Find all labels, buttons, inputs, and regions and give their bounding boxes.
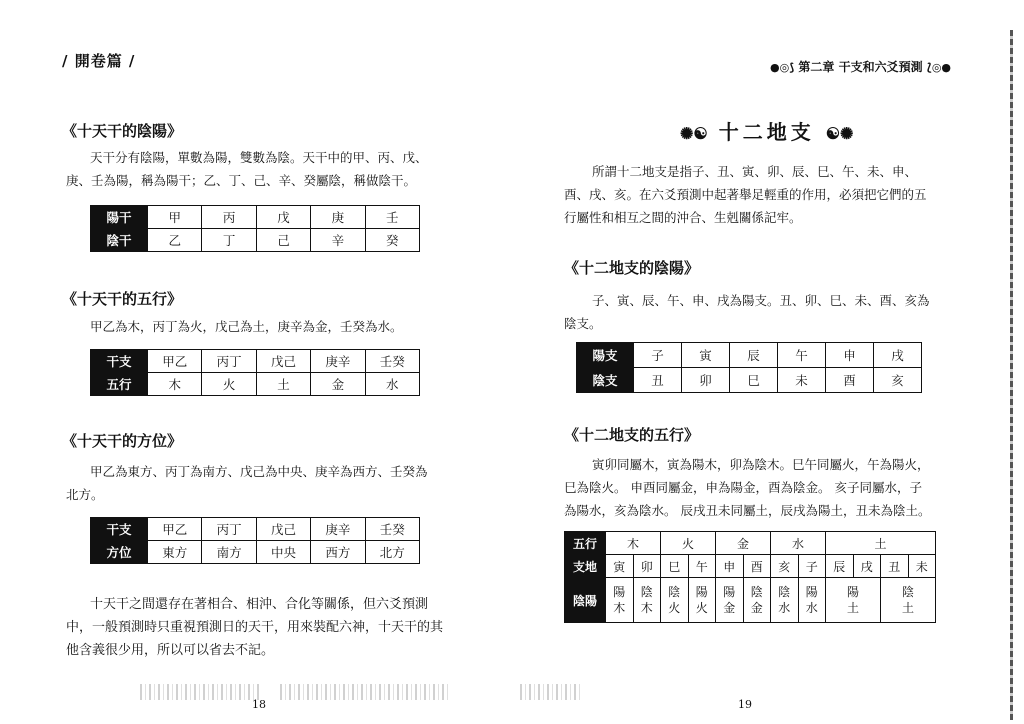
page-number: 19: [738, 698, 752, 711]
table-cell: 金: [311, 373, 365, 396]
paragraph: 寅卯同屬木，寅為陽木，卯為陰木。巳午同屬火，午為陽火，: [592, 457, 930, 472]
table-cell: 子: [798, 555, 826, 578]
ornament-left-icon: ●◎⟆: [770, 61, 795, 74]
cell-line: 陽: [695, 585, 708, 599]
cell-line: 陰: [750, 585, 763, 599]
page-title: [680, 116, 853, 145]
right-page: [500, 0, 1024, 724]
table-cell: 乙: [148, 229, 202, 252]
table-cell: [716, 578, 744, 623]
cell-line: 陰: [778, 585, 791, 599]
table-row: [577, 343, 922, 368]
left-page: [0, 0, 500, 724]
yin-yang-decoration-icon: ☯✺: [825, 124, 854, 143]
cell-line: 陰: [668, 585, 681, 599]
cell-line: 陽: [613, 585, 626, 599]
cell-line: 火: [695, 601, 708, 615]
paragraph: 北方。: [66, 487, 104, 502]
table-cell: 卯: [682, 368, 730, 393]
table-cell: 未: [778, 368, 826, 393]
section-heading-branch-wuxing: 《十二地支的五行》: [564, 426, 700, 444]
cell-line: 木: [640, 601, 653, 615]
table-cell: 北方: [365, 541, 419, 564]
table-cell: 甲乙: [148, 518, 202, 541]
ornament-right-icon: ⟅◎●: [926, 61, 952, 74]
table-stems-direction: [90, 517, 420, 564]
table-row: [91, 518, 420, 541]
scan-noise: [520, 684, 580, 700]
table-cell: [743, 578, 771, 623]
scan-edge: [1010, 30, 1013, 720]
table-cell: 火: [202, 373, 256, 396]
cell-line: 金: [750, 601, 763, 615]
paragraph: 他含義很少用，所以可以省去不記。: [66, 643, 275, 658]
cell-line: 水: [778, 601, 791, 615]
left-running-header: / 開卷篇 /: [62, 52, 136, 70]
table-cell: 戊己: [256, 350, 310, 373]
table-cell: 丙丁: [202, 518, 256, 541]
table-cell: 亥: [874, 368, 922, 393]
table-row: [577, 368, 922, 393]
row-header: 干支: [91, 350, 148, 373]
page-title-text: 十二地支: [718, 120, 815, 144]
table-cell: 西方: [311, 541, 365, 564]
paragraph: 天干分有陰陽，單數為陽，雙數為陰。天干中的甲、丙、戊、: [90, 150, 428, 165]
table-stems-wuxing: [90, 349, 420, 396]
cell-line: 金: [723, 601, 736, 615]
table-cell: 戊己: [256, 518, 310, 541]
table-cell: 土: [826, 532, 936, 555]
row-header: 陽支: [577, 343, 634, 368]
table-cell: 丙丁: [202, 350, 256, 373]
cell-line: 土: [901, 601, 914, 615]
table-cell: 巳: [730, 368, 778, 393]
paragraph: 行屬性和相互之間的沖合、生剋關係記牢。: [564, 210, 802, 225]
table-cell: 申: [716, 555, 744, 578]
table-cell: 丙: [202, 206, 256, 229]
table-cell: 寅: [682, 343, 730, 368]
table-row: [565, 532, 936, 555]
table-cell: 甲: [148, 206, 202, 229]
paragraph: 甲乙為東方、丙丁為南方、戊己為中央、庚辛為西方、壬癸為: [90, 464, 428, 479]
table-cell: 壬癸: [365, 518, 419, 541]
table-stems-yinyang: [90, 205, 420, 252]
table-cell: 未: [908, 555, 936, 578]
table-cell: 木: [606, 532, 661, 555]
row-header: 陰支: [577, 368, 634, 393]
table-cell: 土: [256, 373, 310, 396]
table-cell: 己: [256, 229, 310, 252]
paragraph: 酉、戌、亥。在六爻預測中起著舉足輕重的作用，必須把它們的五: [564, 187, 927, 202]
cell-line: 陽: [805, 585, 818, 599]
paragraph: 中，一般預測時只重視預測日的天干，用來裝配六神，十天干的其: [66, 620, 444, 635]
cell-line: 陽: [846, 585, 859, 599]
table-cell: 丁: [202, 229, 256, 252]
table-cell: 火: [661, 532, 716, 555]
cell-line: 水: [805, 601, 818, 615]
scan-noise: [140, 684, 260, 700]
table-row: [91, 373, 420, 396]
table-branches-yinyang: [576, 342, 922, 393]
paragraph: 甲乙為木，丙丁為火，戊己為土，庚辛為金，壬癸為水。: [90, 319, 403, 334]
table-row: [91, 229, 420, 252]
table-cell: [688, 578, 716, 623]
table-cell: 戌: [874, 343, 922, 368]
table-cell: 水: [365, 373, 419, 396]
table-cell: 寅: [606, 555, 634, 578]
table-cell: [661, 578, 689, 623]
right-running-header: [770, 58, 951, 75]
table-cell: 酉: [743, 555, 771, 578]
table-cell: 東方: [148, 541, 202, 564]
section-heading-yinyang: 《十天干的陰陽》: [62, 122, 183, 140]
table-row: [91, 206, 420, 229]
table-cell: 南方: [202, 541, 256, 564]
paragraph: 子、寅、辰、午、申、戌為陽支。丑、卯、巳、未、酉、亥為: [592, 293, 930, 308]
table-cell: 癸: [365, 229, 419, 252]
table-cell: 庚辛: [311, 350, 365, 373]
table-branches-wuxing: [564, 531, 936, 623]
table-cell: 中央: [256, 541, 310, 564]
table-cell: 辰: [730, 343, 778, 368]
table-row: [91, 350, 420, 373]
chapter-title: 第二章 干支和六爻預測: [798, 60, 923, 74]
row-header: 支地: [565, 555, 606, 578]
cell-line: 土: [846, 601, 859, 615]
table-row: [565, 555, 936, 578]
section-heading-branch-yinyang: 《十二地支的陰陽》: [564, 259, 700, 277]
paragraph: 十天干之間還存在著相合、相沖、合化等關係，但六爻預測: [90, 597, 429, 612]
paragraph: 庚、壬為陽，稱為陽干；乙、丁、己、辛、癸屬陰，稱做陰干。: [66, 173, 417, 188]
scan-noise: [280, 684, 450, 700]
cell-line: 火: [668, 601, 681, 615]
table-cell: 巳: [661, 555, 689, 578]
table-cell: 辰: [826, 555, 854, 578]
table-cell: 庚辛: [311, 518, 365, 541]
section-heading-direction: 《十天干的方位》: [62, 432, 183, 450]
table-cell: 戌: [853, 555, 881, 578]
paragraph: 巳為陰火。 申酉同屬金，申為陽金，酉為陰金。 亥子同屬水，子: [564, 480, 922, 495]
paragraph: 所謂十二地支是指子、丑、寅、卯、辰、巳、午、未、申、: [592, 164, 918, 179]
cell-line: 陰: [901, 585, 914, 599]
row-header: 五行: [91, 373, 148, 396]
section-heading-wuxing: 《十天干的五行》: [62, 290, 183, 308]
table-cell: 壬癸: [365, 350, 419, 373]
page-number: 18: [252, 698, 266, 711]
table-cell: [881, 578, 936, 623]
row-header: 陰陽: [565, 578, 606, 623]
table-cell: 亥: [771, 555, 799, 578]
table-cell: 子: [634, 343, 682, 368]
table-cell: 丑: [881, 555, 909, 578]
paragraph: 陰支。: [564, 316, 602, 331]
row-header: 五行: [565, 532, 606, 555]
table-cell: [606, 578, 634, 623]
table-cell: 申: [826, 343, 874, 368]
table-cell: 金: [716, 532, 771, 555]
table-cell: [771, 578, 799, 623]
table-cell: 午: [688, 555, 716, 578]
row-header: 方位: [91, 541, 148, 564]
table-row: [91, 541, 420, 564]
table-cell: 庚: [311, 206, 365, 229]
table-cell: 壬: [365, 206, 419, 229]
yin-yang-decoration-icon: ✺☯: [680, 124, 708, 143]
table-cell: 丑: [634, 368, 682, 393]
cell-line: 陽: [723, 585, 736, 599]
row-header: 陽干: [91, 206, 148, 229]
table-row: [565, 578, 936, 623]
table-cell: 辛: [311, 229, 365, 252]
table-cell: 甲乙: [148, 350, 202, 373]
paragraph: 為陽水，亥為陰水。 辰戌丑未同屬土，辰戌為陽土，丑未為陰土。: [564, 503, 931, 518]
table-cell: 水: [771, 532, 826, 555]
table-cell: 木: [148, 373, 202, 396]
cell-line: 陰: [640, 585, 653, 599]
table-cell: 午: [778, 343, 826, 368]
table-cell: 戊: [256, 206, 310, 229]
table-cell: [633, 578, 661, 623]
table-cell: 酉: [826, 368, 874, 393]
row-header: 陰干: [91, 229, 148, 252]
cell-line: 木: [613, 601, 626, 615]
row-header: 干支: [91, 518, 148, 541]
table-cell: [798, 578, 826, 623]
table-cell: [826, 578, 881, 623]
table-cell: 卯: [633, 555, 661, 578]
